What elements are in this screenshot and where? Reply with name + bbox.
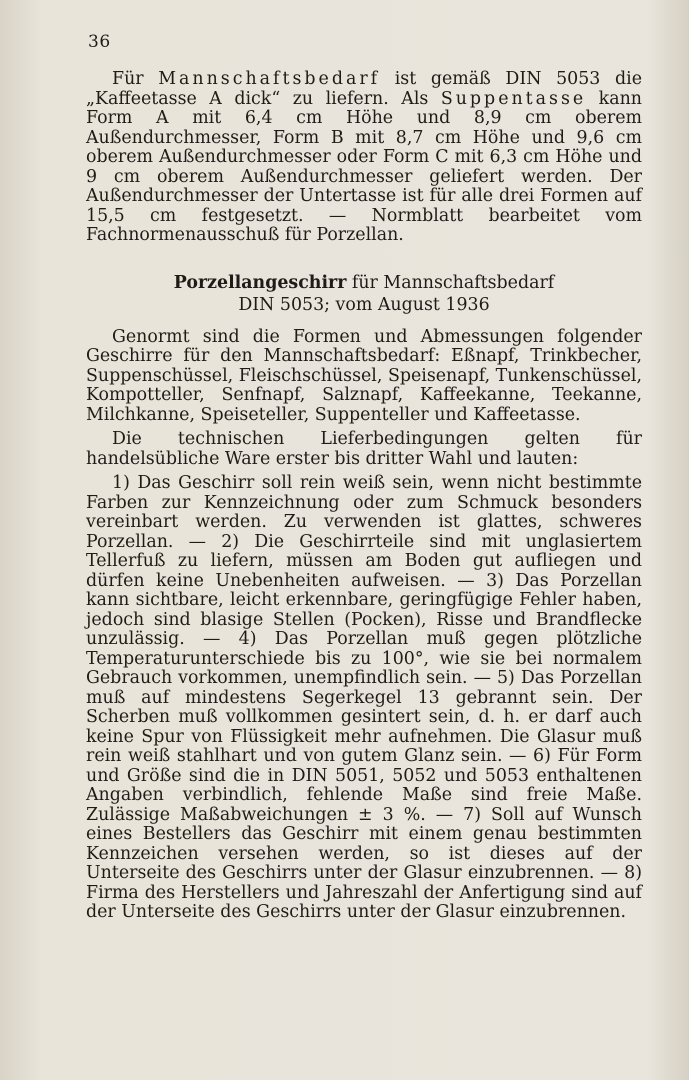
intro-paragraph	[86, 70, 642, 246]
intro-spaced-term-1: Mannschaftsbedarf	[158, 69, 381, 89]
section-subtitle: DIN 5053; vom August 1936	[238, 294, 490, 315]
body-paragraph-1: Genormt sind die Formen und Abmessungen folgender Geschirre für den Mannschaftsbedarf: Eßnapf, Trinkbecher, Suppenschüssel, Fleischschüssel, Speisenapf, Tunkenschüssel, Kompotteller, Senfnapf, Salznapf, Kaffeekanne, Teekanne, Milchkanne, Speiseteller, Suppenteller und Kaffeetasse.	[86, 326, 642, 425]
section-title-rest: für Mannschaftsbedarf	[346, 272, 555, 293]
body-paragraph-2: Die technischen Lieferbedingungen gelten für handelsübliche Ware erster bis dritter Wahl und lauten:	[86, 429, 642, 469]
intro-spaced-term-2: Suppentasse	[440, 88, 587, 109]
intro-text-1: Für	[112, 69, 159, 89]
intro-text-3: kann Form A mit 6,4 cm Höhe und 8,9 cm oberem Außendurchmesser, Form B mit 8,7 cm Höhe und 9,6 cm oberem Außendurchmesser oder Form C mit 6,3 cm Höhe und 9 cm oberem Außendurchmesser geliefert werden. Der Außendurchmesser der Untertasse ist für alle drei Formen auf 15,5 cm festgesetzt. — Normblatt bearbeitet vom Fachnormenausschuß für Porzellan.	[86, 88, 642, 245]
body-paragraph-3: 1) Das Geschirr soll rein weiß sein, wenn nicht bestimmte Farben zur Kennzeichnung oder zum Schmuck besonders vereinbart werden. Zu verwenden ist glattes, schweres Porzellan. — 2) Die Geschirrteile sind mit unglasiertem Tellerfuß zu liefern, müssen am Boden gut aufliegen und dürfen keine Unebenheiten aufweisen. — 3) Das Porzellan kann sichtbare, leicht erkennbare, geringfügige Fehler haben, jedoch sind blasige Stellen (Pocken), Risse und Brandflecke unzulässig. — 4) Das Porzellan muß gegen plötzliche Temperaturunterschiede bis zu 100°, wie sie bei normalem Gebrauch vorkommen, unempfindlich sein. — 5) Das Porzellan muß auf mindestens Segerkegel 13 gebrannt sein. Der Scherben muß vollkommen gesintert sein, d. h. er darf auch keine Spur von Flüssigkeit mehr aufnehmen. Die Glasur muß rein weiß stahlhart und von gutem Glanz sein. — 6) Für Form und Größe sind die in DIN 5051, 5052 und 5053 enthaltenen Angaben verbindlich, fehlende Maße sind freie Maße. Zulässige Maßabweichungen ± 3 %. — 7) Soll auf Wunsch eines Bestellers das Geschirr mit einem genau bestimmten Kennzeichen versehen werden, so ist dieses auf der Unterseite des Geschirrs unter der Glasur einzubrennen. — 8) Firma des Herstellers und Jahreszahl der Anfertigung sind auf der Unterseite des Geschirrs unter der Glasur einzubrennen.	[86, 473, 642, 922]
intro-text-2: ist gemäß DIN 5053 die „Kaffeetasse A dick“ zu liefern. Als	[86, 69, 642, 109]
section-title-bold: Porzellangeschirr	[173, 272, 347, 293]
section-heading	[86, 272, 642, 316]
section-title	[86, 272, 642, 294]
page-content	[86, 70, 642, 923]
page-number: 36	[88, 32, 111, 52]
